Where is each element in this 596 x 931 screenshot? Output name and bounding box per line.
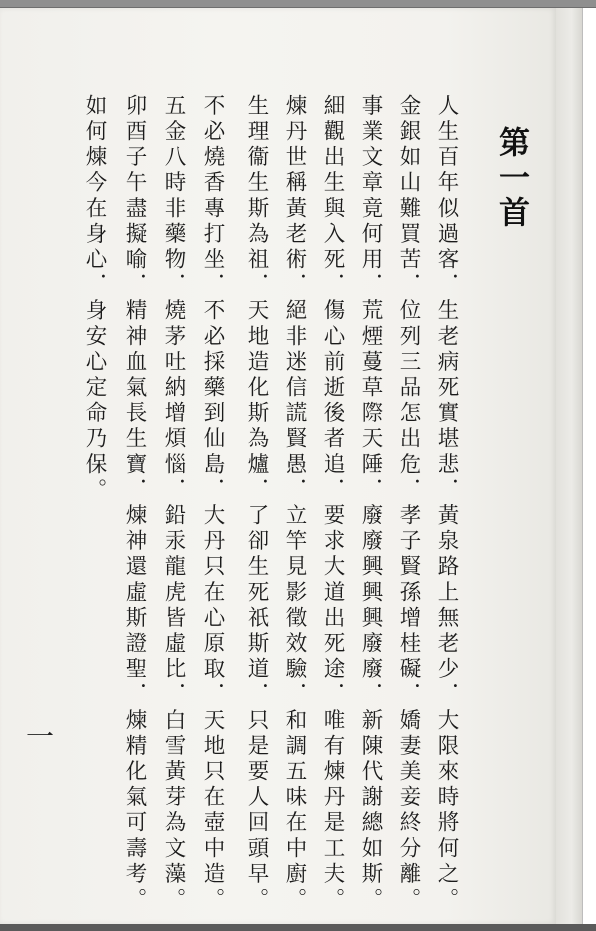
viewer-top-bar <box>0 0 596 8</box>
text-column-8: 五金八時非藥物．燒茅吐納增煩惱．鉛汞龍虎皆虛比．白雪黃芽為文藻。 <box>161 94 186 914</box>
page-number: 一 <box>26 720 55 753</box>
text-column-5: 煉丹世稱黃老術．絕非迷信謊賢愚．立竿見影徵效驗．和調五味在中廚。 <box>282 94 307 914</box>
text-column-3: 事業文章竟何用．荒煙蔓草際天陲．廢廢興興興廢廢．新陳代謝總如斯。 <box>358 94 383 914</box>
chapter-title: 第一首 <box>493 126 529 231</box>
text-column-2: 金銀如山難買苦．位列三品怎出危．孝子賢孫增桂礙．嬌妻美妾終分離。 <box>396 94 421 914</box>
text-column-6: 生理衞生斯為祖．天地造化斯為爐．了卻生死祇斯道．只是要人回頭早。 <box>244 94 269 914</box>
text-column-7: 不必燒香專打坐．不必採藥到仙島．大丹只在心原取．天地只在壺中造。 <box>200 94 225 914</box>
viewer-bottom-bar <box>0 924 596 931</box>
text-column-1: 人生百年似過客．生老病死實堪悲．黃泉路上無老少．大限來時將何之。 <box>434 94 459 914</box>
text-column-10: 如何煉今在身心．身安心定命乃保。 <box>82 94 107 504</box>
text-column-4: 細觀出生與入死．傷心前逝後者追．要求大道出死途．唯有煉丹是工夫。 <box>320 94 345 914</box>
book-page <box>0 8 556 924</box>
vertical-scrollbar[interactable] <box>582 8 596 924</box>
page-edge <box>556 8 582 924</box>
text-column-9: 卯酉子午盡擬喻．精神血氣長生寶．煉神還虛斯證聖．煉精化氣可壽考。 <box>122 94 147 914</box>
